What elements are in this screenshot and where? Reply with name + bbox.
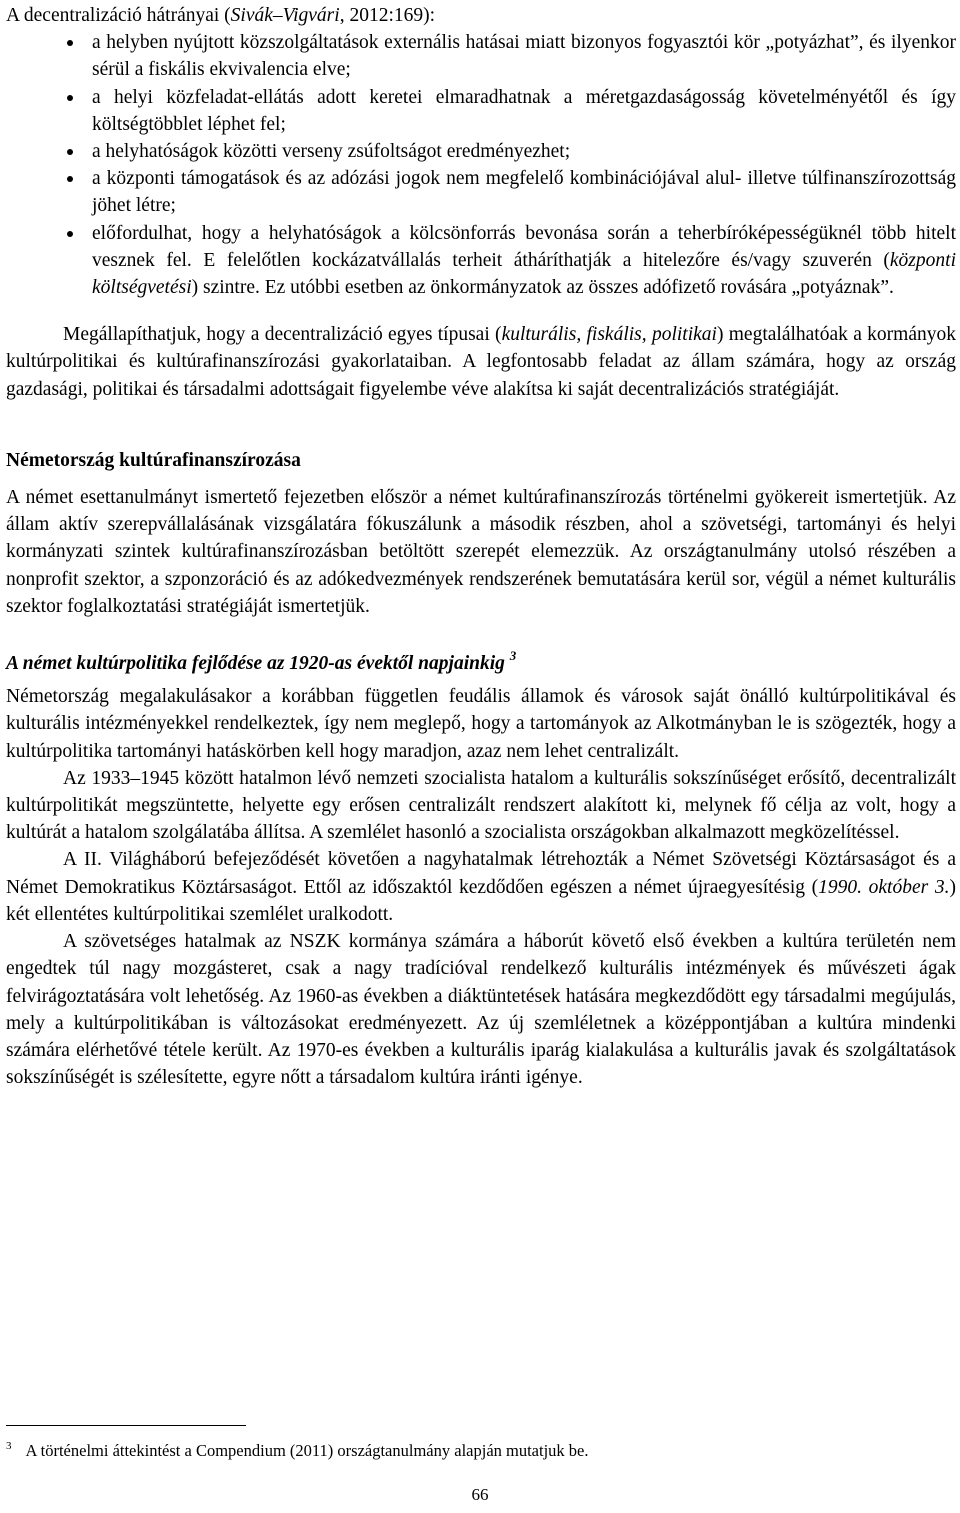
body-paragraph: A szövetséges hatalmak az NSZK kormánya számára a háborút követő első években a kultúra területén nem engedtek túl nagy mozgásteret, csak a nagy tradícióval rendelkező kulturális intézmények és művészeti ágak felvirágoztatására volt lehetőség. Az 1960-as években a diáktüntetések hatására megkezdődött egy társadalmi megújulás, mely a kultúrpolitikában is változásokat eredményezett. Az új szemléletnek a középpontjában a kultúra mindenki számára elérhetővé tétele került. Az 1970-es években a kulturális iparág kialakulása a kulturális javak és szolgáltatások sokszínűségét is szélesítette, egyre nőtt a társadalom kultúra iránti igénye. — [6, 931, 956, 1089]
summary-paragraph — [6, 321, 956, 403]
list-item-italic: központi költségvetési — [92, 249, 956, 299]
body-text: A II. Világháború befejeződését követően a nagyhatalmak létrehozták a Német Szövetségi Köztársaságot és a Német Demokratikus Köztársaságot. Ettől az időszaktól kezdődően egészen a német újraegyesítésig ( — [6, 849, 956, 898]
subsection-heading-text: A német kultúrpolitika fejlődése az 1920-as évektől napjainkig — [6, 653, 505, 675]
footnote-text: A történelmi áttekintést a Compendium (2011) országtanulmány alapján mutatjuk be. — [25, 1441, 589, 1460]
body-paragraph: Németország megalakulásakor a korábban független feudális államok és városok saját önálló kultúrpolitikával és kulturális intézményekkel rendelkeztek, így nem meglepő, hogy a tartományok az Alkotmányban le is szögezték, hogy a kultúrpolitika tartományi hatáskörben kell hogy maradjon, azaz nem lehet centralizált. — [6, 686, 956, 762]
intro-author: Sivák–Vigvári — [230, 5, 340, 26]
list-item-text: ) szintre. Ez utóbbi esetben az önkormányzatok az összes adófizető rovására „potyáznak”. — [191, 277, 894, 299]
body-paragraph — [6, 846, 956, 928]
intro-prefix: A decentralizáció hátrányai ( — [6, 5, 231, 26]
page-number: 66 — [471, 1485, 489, 1504]
footnote-number: 3 — [6, 1440, 12, 1452]
intro-suffix: , 2012:169): — [339, 5, 436, 26]
footnote-divider — [6, 1425, 246, 1426]
list-item — [92, 220, 956, 302]
list-item: a helyhatóságok közötti verseny zsúfoltságot eredményezhet; — [92, 138, 956, 165]
section-paragraph: A német esettanulmányt ismertető fejezetben először a német kultúrafinanszírozás történelmi gyökereit ismertetjük. Az állam aktív szerepvállalásának vizsgálatára fókuszálunk a második részben, ahol a szövetségi, tartományi és helyi kormányzati szintek kultúrafinanszírozásban betöltött szerepét elemezzük. Az országtanulmány utolsó részében a nonprofit szektor, a szponzoráció és az adókedvezmények rendszerének bemutatására kerül sor, végül a német kulturális szektor foglalkoztatási stratégiáját ismertetjük. — [6, 487, 956, 617]
body-text: ) két ellentétes kultúrpolitikai szemlélet uralkodott. — [6, 876, 956, 925]
list-item: a helyben nyújtott közszolgáltatások externális hatásai miatt bizonyos fogyasztói kör „potyázhat”, és ilyenkor sérül a fiskális ekvivalencia elve; — [92, 29, 956, 83]
body-paragraph: Az 1933–1945 között hatalmon lévő nemzeti szocialista hatalom a kulturális sokszínűséget erősítő, decentralizált kultúrpolitikát megszüntette, helyette egy erősen centralizált rendszert alakított ki, melynek fő célja az volt, hogy a kultúrát a hatalom szolgálatába állítsa. A szemlélet hasonló a szocialista országokban alkalmazott megközelítéssel. — [6, 767, 956, 844]
document-page — [6, 2, 956, 1091]
footnote-reference[interactable]: 3 — [509, 648, 517, 664]
body-italic: 1990. október 3. — [818, 876, 950, 898]
list-item: a helyi közfeladat-ellátás adott keretei elmaradhatnak a méretgazdaságosság követelményétől és így költségtöbblet léphet fel; — [92, 84, 956, 138]
subsection-heading — [6, 650, 956, 677]
intro-line — [6, 2, 956, 29]
list-item: a központi támogatások és az adózási jogok nem megfelelő kombinációjával alul- illetve túlfinanszírozottság jöhet létre; — [92, 165, 956, 219]
summary-text: Megállapíthatjuk, hogy a decentralizáció egyes típusai ( — [63, 324, 502, 346]
section-heading: Németország kultúrafinanszírozása — [6, 449, 301, 471]
list-item-text: előfordulhat, hogy a helyhatóságok a kölcsönforrás bevonása során a teherbíróképességüknél több hitelt vesznek fel. E felelőtlen kockázatvállalás terheit átháríthatják a hitelezőre és/vagy szuverén ( — [92, 222, 956, 271]
disadvantages-list — [6, 29, 956, 301]
summary-italic: kulturális, fiskális, politikai — [501, 324, 717, 346]
footnote — [6, 1440, 589, 1462]
summary-text: ) megtalálhatóak a kormányok kultúrpolitikai és kultúrafinanszírozási gyakorlataiban. A legfontosabb feladat az állam számára, hogy az ország gazdasági, politikai és társadalmi adottságait figyelembe véve alakítsa ki saját decentralizációs stratégiáját. — [6, 324, 956, 400]
